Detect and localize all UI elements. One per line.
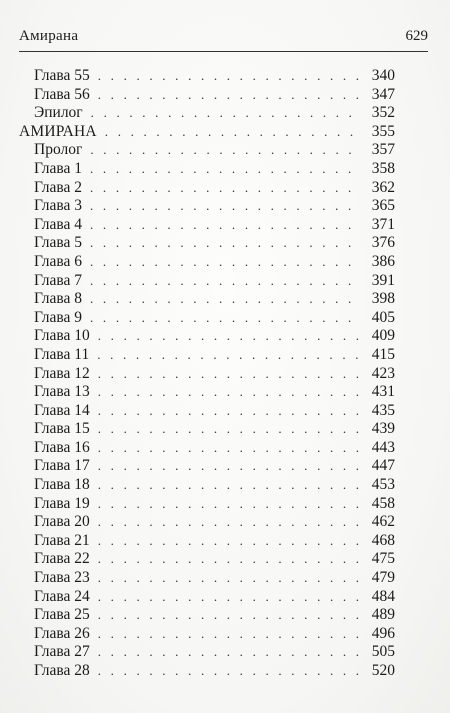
toc-leader-dots (90, 179, 361, 198)
toc-entry-page: 352 (371, 104, 395, 122)
toc-entry-page: 365 (371, 197, 395, 215)
toc-leader-dots (98, 420, 361, 439)
toc-entry-label: Глава 21 (34, 531, 90, 549)
toc-entry (19, 272, 395, 291)
toc-leader-dots (98, 402, 361, 421)
toc-entry-page: 447 (371, 457, 395, 475)
toc-entry (19, 402, 395, 421)
toc-entry (19, 606, 395, 625)
toc-entry (19, 197, 395, 216)
toc-leader-dots (90, 272, 361, 291)
toc-entry (19, 253, 395, 272)
toc-entry-label: Глава 4 (34, 215, 83, 233)
toc-entry (19, 476, 395, 495)
toc-entry-label: Глава 25 (34, 606, 90, 624)
toc-entry-page: 520 (371, 662, 395, 679)
toc-leader-dots (98, 67, 361, 86)
toc-entry-label: Эпилог (34, 104, 83, 122)
toc-entry-page: 453 (371, 476, 395, 494)
toc-entry-page: 489 (371, 606, 395, 624)
toc-entry-page: 505 (371, 643, 395, 661)
toc-leader-dots (90, 197, 361, 216)
toc-entry-page: 439 (371, 420, 395, 438)
toc-entry (19, 439, 395, 458)
toc-entry-page: 357 (371, 141, 395, 159)
toc-entry-page: 431 (371, 383, 395, 401)
toc-leader-dots (90, 141, 361, 160)
toc-entry (19, 365, 395, 384)
toc-leader-dots (90, 160, 361, 179)
toc-entry-page: 347 (371, 85, 395, 103)
toc-entry-page: 423 (371, 364, 395, 382)
toc-entry (19, 550, 395, 569)
toc-entry (19, 141, 395, 160)
toc-leader-dots (90, 216, 361, 235)
toc-entry-page: 355 (371, 122, 395, 140)
toc-leader-dots (90, 253, 361, 272)
toc-entry-label: Пролог (34, 141, 83, 159)
toc-leader-dots (97, 346, 361, 365)
toc-leader-dots (98, 643, 361, 662)
toc-entry-page: 458 (371, 494, 395, 512)
toc-leader-dots (98, 476, 361, 495)
toc-entry-label: Глава 20 (34, 513, 90, 531)
toc-leader-dots (98, 457, 361, 476)
toc-entry (19, 420, 395, 439)
toc-entry (19, 532, 395, 551)
table-of-contents (19, 67, 395, 681)
toc-entry-label: Глава 26 (34, 624, 90, 642)
toc-section-entry (19, 123, 395, 142)
toc-entry-label: Глава 27 (34, 643, 90, 661)
toc-entry-page: 475 (371, 550, 395, 568)
toc-entry-page: 468 (371, 531, 395, 549)
toc-entry-label: Глава 23 (34, 569, 90, 587)
toc-entry-page: 371 (371, 215, 395, 233)
toc-entry (19, 643, 395, 662)
toc-entry-page: 362 (371, 178, 395, 196)
toc-leader-dots (98, 383, 361, 402)
toc-entry-page: 391 (371, 271, 395, 289)
toc-leader-dots (90, 234, 361, 253)
header-divider (19, 51, 428, 52)
running-header (19, 28, 428, 50)
toc-entry (19, 290, 395, 309)
toc-entry-label: Глава 3 (34, 197, 83, 215)
toc-leader-dots (98, 365, 361, 384)
toc-entry-label: Глава 16 (34, 438, 90, 456)
toc-entry (19, 662, 395, 681)
toc-entry (19, 588, 395, 607)
toc-leader-dots (98, 513, 361, 532)
toc-leader-dots (98, 327, 361, 346)
toc-entry-label: Глава 17 (34, 457, 90, 475)
toc-leader-dots (90, 309, 361, 328)
toc-entry (19, 234, 395, 253)
toc-entry (19, 327, 395, 346)
toc-entry-label: Глава 1 (34, 159, 83, 177)
toc-entry-label: Глава 13 (34, 383, 90, 401)
toc-entry (19, 67, 395, 86)
toc-leader-dots (91, 104, 361, 123)
toc-leader-dots (90, 290, 361, 309)
toc-entry-page: 405 (371, 308, 395, 326)
toc-entry (19, 309, 395, 328)
toc-entry-page: 435 (371, 401, 395, 419)
toc-leader-dots (98, 439, 361, 458)
toc-entry-label: Глава 11 (34, 345, 90, 363)
toc-entry-page: 462 (371, 513, 395, 531)
toc-entry-page: 484 (371, 587, 395, 605)
toc-entry-label: Глава 12 (34, 364, 90, 382)
toc-entry (19, 569, 395, 588)
page-number: 629 (405, 28, 428, 44)
toc-entry-page: 376 (371, 234, 395, 252)
toc-entry-label: Глава 6 (34, 252, 83, 270)
toc-entry (19, 346, 395, 365)
toc-entry-page: 340 (371, 67, 395, 84)
toc-entry-label: Глава 7 (34, 271, 83, 289)
toc-entry (19, 179, 395, 198)
toc-entry-page: 398 (371, 290, 395, 308)
toc-leader-dots (98, 532, 361, 551)
toc-entry-label: Глава 18 (34, 476, 90, 494)
toc-entry-label: Глава 9 (34, 308, 83, 326)
toc-leader-dots (98, 495, 361, 514)
toc-entry-label: Глава 56 (34, 85, 90, 103)
toc-entry-label: Глава 14 (34, 401, 90, 419)
toc-entry (19, 625, 395, 644)
toc-entry (19, 104, 395, 123)
toc-entry (19, 86, 395, 105)
toc-leader-dots (98, 86, 361, 105)
toc-entry (19, 513, 395, 532)
toc-entry (19, 216, 395, 235)
toc-entry-page: 415 (371, 345, 395, 363)
toc-leader-dots (98, 550, 361, 569)
toc-entry (19, 457, 395, 476)
toc-entry-label: Глава 2 (34, 178, 83, 196)
toc-leader-dots (98, 588, 361, 607)
toc-entry-page: 358 (371, 159, 395, 177)
toc-entry-page: 386 (371, 252, 395, 270)
running-header-title: Амирана (19, 28, 79, 44)
toc-entry-page: 479 (371, 569, 395, 587)
toc-entry (19, 160, 395, 179)
toc-entry-label: АМИРАНА (19, 122, 97, 140)
toc-entry-page: 496 (371, 624, 395, 642)
toc-entry (19, 495, 395, 514)
toc-leader-dots (98, 662, 361, 681)
toc-leader-dots (105, 123, 361, 142)
toc-leader-dots (98, 569, 361, 588)
toc-leader-dots (98, 606, 361, 625)
toc-entry-label: Глава 10 (34, 327, 90, 345)
toc-entry-page: 409 (371, 327, 395, 345)
toc-entry-label: Глава 55 (34, 67, 90, 84)
toc-entry-label: Глава 8 (34, 290, 83, 308)
toc-entry-page: 443 (371, 438, 395, 456)
toc-entry-label: Глава 24 (34, 587, 90, 605)
toc-entry-label: Глава 28 (34, 662, 90, 679)
toc-entry-label: Глава 5 (34, 234, 83, 252)
toc-entry (19, 383, 395, 402)
toc-entry-label: Глава 15 (34, 420, 90, 438)
toc-entry-label: Глава 22 (34, 550, 90, 568)
toc-entry-label: Глава 19 (34, 494, 90, 512)
toc-leader-dots (98, 625, 361, 644)
